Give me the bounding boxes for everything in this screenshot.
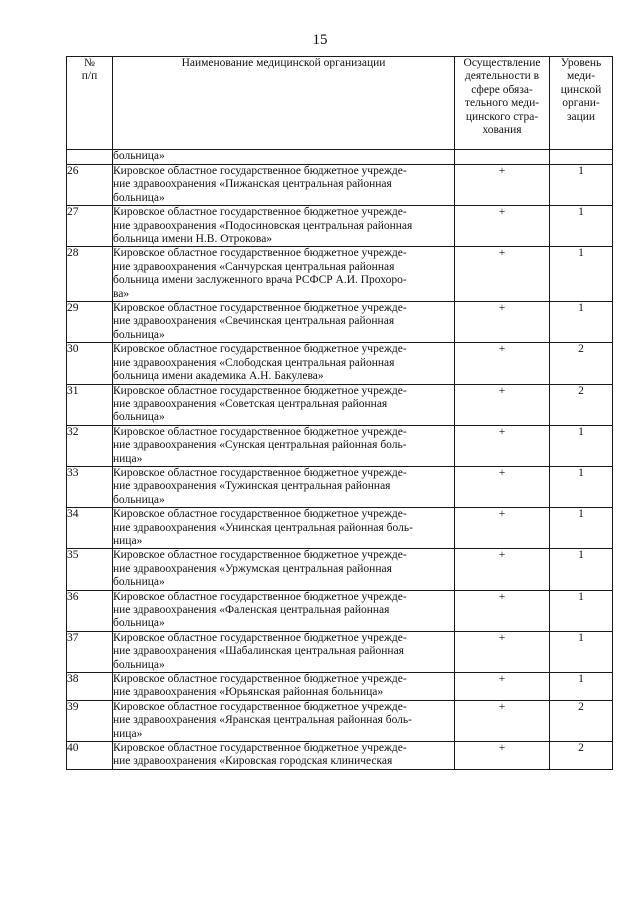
row-name-cell: Кировское областное государственное бюджетное учрежде- ние здравоохранения «Фаленская центральная районная больница» — [113, 590, 455, 631]
table-row — [67, 165, 613, 206]
table-row — [67, 590, 613, 631]
row-level-cell: 2 — [550, 700, 613, 741]
table-row — [67, 549, 613, 590]
row-number-cell: 38 — [67, 673, 113, 701]
row-name-cell: Кировское областное государственное бюджетное учрежде- ние здравоохранения «Советская центральная районная больница» — [113, 384, 455, 425]
row-oms-cell: + — [455, 742, 550, 770]
row-name-cell: Кировское областное государственное бюджетное учрежде- ние здравоохранения «Уржумская центральная районная больница» — [113, 549, 455, 590]
row-name-cell: Кировское областное государственное бюджетное учрежде- ние здравоохранения «Юрьянская районная больница» — [113, 673, 455, 701]
table-row — [67, 700, 613, 741]
row-name-cell: Кировское областное государственное бюджетное учрежде- ние здравоохранения «Унинская центральная районная боль- ница» — [113, 508, 455, 549]
row-oms-cell: + — [455, 700, 550, 741]
table-row — [67, 343, 613, 384]
row-name-cell: Кировское областное государственное бюджетное учрежде- ние здравоохранения «Санчурская центральная районная больница имени заслуженного врача РСФСР А.И. Прохоро- ва» — [113, 247, 455, 302]
row-level-cell: 1 — [550, 466, 613, 507]
row-level-cell: 1 — [550, 631, 613, 672]
row-name-cell: Кировское областное государственное бюджетное учрежде- ние здравоохранения «Яранская центральная районная боль- ница» — [113, 700, 455, 741]
row-level-cell: 1 — [550, 508, 613, 549]
page-number: 15 — [312, 32, 328, 48]
row-number-cell: 35 — [67, 549, 113, 590]
continuation-name-cell: больница» — [113, 150, 455, 165]
row-name-cell: Кировское областное государственное бюджетное учрежде- ние здравоохранения «Сунская центральная районная боль- ница» — [113, 425, 455, 466]
row-name-cell: Кировское областное государственное бюджетное учрежде- ние здравоохранения «Подосиновская центральная районная больница имени Н.В. Отрокова» — [113, 206, 455, 247]
row-oms-cell: + — [455, 466, 550, 507]
continuation-oms-cell — [455, 150, 550, 165]
header-organization-name: Наименование медицинской организации — [113, 57, 455, 150]
table-row — [67, 742, 613, 770]
row-name-cell: Кировское областное государственное бюджетное учрежде- ние здравоохранения «Тужинская центральная районная больница» — [113, 466, 455, 507]
continuation-row — [67, 150, 613, 165]
row-number-cell: 32 — [67, 425, 113, 466]
table-row — [67, 631, 613, 672]
row-number-cell: 31 — [67, 384, 113, 425]
row-oms-cell: + — [455, 384, 550, 425]
row-oms-cell: + — [455, 590, 550, 631]
row-name-cell: Кировское областное государственное бюджетное учрежде- ние здравоохранения «Пижанская центральная районная больница» — [113, 165, 455, 206]
header-oms-activity: Осуществление деятельности в сфере обяза- тельного меди- цинского стра- хования — [455, 57, 550, 150]
row-oms-cell: + — [455, 549, 550, 590]
row-number-cell: 27 — [67, 206, 113, 247]
table-row — [67, 302, 613, 343]
row-name-cell: Кировское областное государственное бюджетное учрежде- ние здравоохранения «Слободская центральная районная больница имени академика А.Н. Бакулева» — [113, 343, 455, 384]
continuation-level-cell — [550, 150, 613, 165]
row-level-cell: 1 — [550, 673, 613, 701]
row-level-cell: 1 — [550, 302, 613, 343]
table-row — [67, 247, 613, 302]
table-row — [67, 206, 613, 247]
table-row — [67, 673, 613, 701]
table-row — [67, 466, 613, 507]
header-organization-level: Уровень меди- цинской органи- зации — [550, 57, 613, 150]
row-oms-cell: + — [455, 165, 550, 206]
row-number-cell: 33 — [67, 466, 113, 507]
row-level-cell: 1 — [550, 247, 613, 302]
row-name-cell: Кировское областное государственное бюджетное учрежде- ние здравоохранения «Кировская городская клиническая — [113, 742, 455, 770]
row-level-cell: 1 — [550, 206, 613, 247]
medical-organizations-table — [66, 56, 613, 770]
row-name-cell: Кировское областное государственное бюджетное учрежде- ние здравоохранения «Шабалинская центральная районная больница» — [113, 631, 455, 672]
row-number-cell: 30 — [67, 343, 113, 384]
table-row — [67, 508, 613, 549]
row-oms-cell: + — [455, 673, 550, 701]
row-number-cell: 34 — [67, 508, 113, 549]
row-oms-cell: + — [455, 343, 550, 384]
table-row — [67, 384, 613, 425]
row-number-cell: 40 — [67, 742, 113, 770]
row-number-cell: 36 — [67, 590, 113, 631]
row-oms-cell: + — [455, 247, 550, 302]
table-header-row — [67, 57, 613, 150]
row-number-cell: 39 — [67, 700, 113, 741]
row-oms-cell: + — [455, 206, 550, 247]
row-oms-cell: + — [455, 631, 550, 672]
table-row — [67, 425, 613, 466]
row-level-cell: 1 — [550, 590, 613, 631]
row-name-cell: Кировское областное государственное бюджетное учрежде- ние здравоохранения «Свечинская центральная районная больница» — [113, 302, 455, 343]
row-oms-cell: + — [455, 425, 550, 466]
row-oms-cell: + — [455, 508, 550, 549]
row-number-cell: 28 — [67, 247, 113, 302]
row-level-cell: 2 — [550, 742, 613, 770]
row-level-cell: 1 — [550, 165, 613, 206]
row-oms-cell: + — [455, 302, 550, 343]
row-level-cell: 1 — [550, 549, 613, 590]
continuation-num-cell — [67, 150, 113, 165]
header-number: № п/п — [67, 57, 113, 150]
row-level-cell: 1 — [550, 425, 613, 466]
row-level-cell: 2 — [550, 384, 613, 425]
row-number-cell: 37 — [67, 631, 113, 672]
row-level-cell: 2 — [550, 343, 613, 384]
row-number-cell: 26 — [67, 165, 113, 206]
row-number-cell: 29 — [67, 302, 113, 343]
